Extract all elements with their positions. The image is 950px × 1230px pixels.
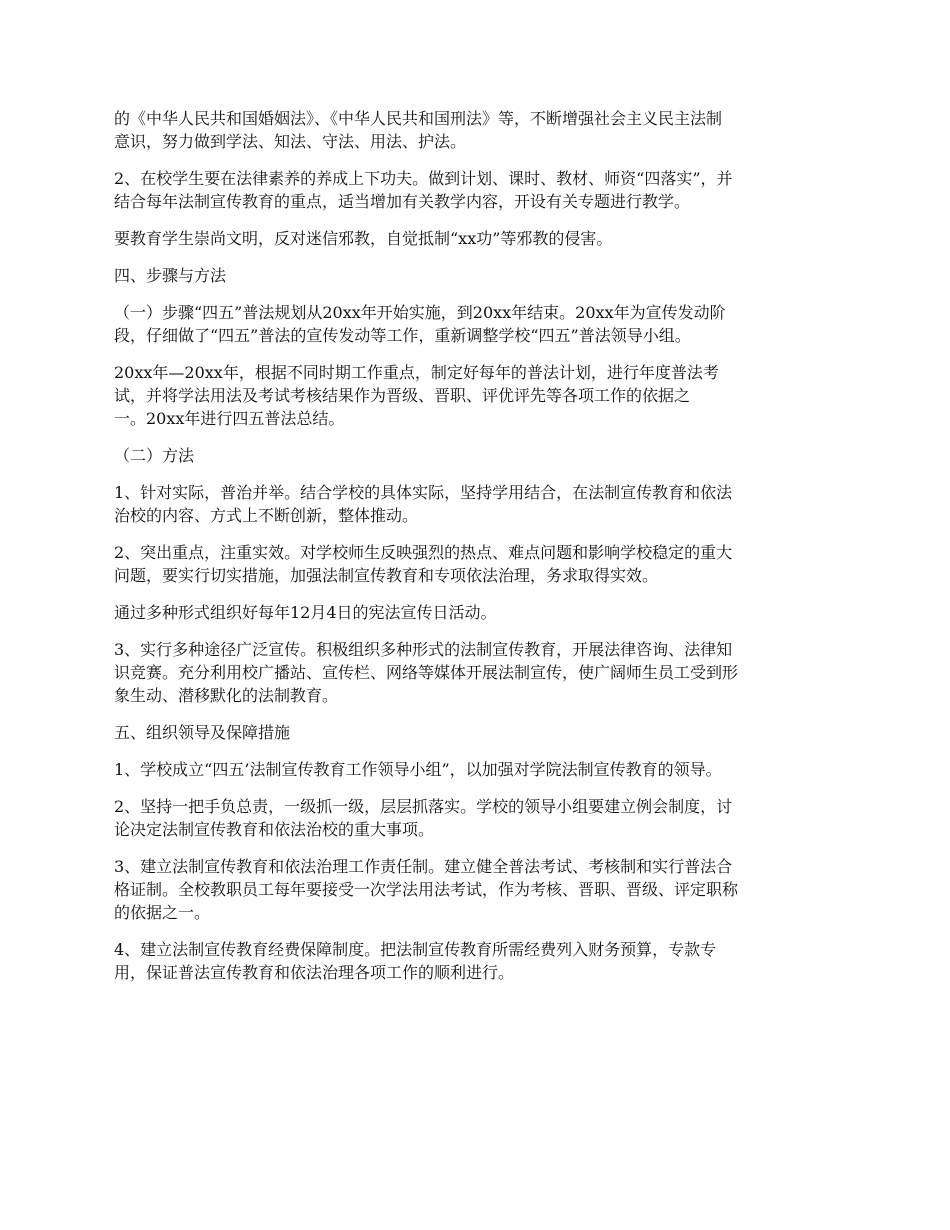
- text-line: 1、学校成立“四五’法制宣传教育工作领导小组”，以加强对学院法制宣传教育的领导。: [114, 760, 722, 779]
- paragraph-8: [114, 481, 840, 527]
- paragraph-2: [114, 167, 840, 213]
- text-line: 4、建立法制宣传教育经费保障制度。把法制宣传教育所需经费列入财务预算，专款专: [114, 940, 717, 959]
- section-heading-organization: [114, 721, 840, 744]
- text-line: 3、建立法制宣传教育和依法治理工作责任制。建立健全普法考试、考核制和实行普法合: [114, 857, 733, 876]
- paragraph-16: [114, 938, 840, 984]
- text-line: 格证制。全校教职员工每年要接受一次学法用法考试，作为考核、晋职、晋级、评定职称: [114, 880, 739, 899]
- text-line: 2、坚持一把手负总责，一级抓一级，层层抓落实。学校的领导小组要建立例会制度，讨: [114, 797, 733, 816]
- text-line: 2、突出重点，注重实效。对学校师生反映强烈的热点、难点问题和影响学校稳定的重大: [114, 543, 733, 562]
- subsection-heading-methods: [114, 444, 840, 467]
- paragraph-1: [114, 107, 840, 153]
- text-line: （一）步骤“四五”普法规划从20xx年开始实施，到20xx年结束。20xx年为宣传发动阶: [114, 303, 726, 322]
- text-line: 意识，努力做到学法、知法、守法、用法、护法。: [114, 132, 467, 151]
- text-line: 识竞赛。充分利用校广播站、宣传栏、网络等媒体开展法制宣传，使广阔师生员工受到形: [114, 663, 739, 682]
- text-line: 治校的内容、方式上不断创新，整体推动。: [114, 506, 419, 525]
- text-line: 试，并将学法用法及考试考核结果作为晋级、晋职、评优评先等各项工作的依据之: [114, 386, 691, 405]
- paragraph-13: [114, 758, 840, 781]
- paragraph-3: [114, 227, 840, 250]
- document-body: [114, 107, 840, 998]
- text-line: 一。20xx年进行四五普法总结。: [114, 409, 345, 428]
- text-line: 论决定法制宣传教育和依法治校的重大事项。: [114, 820, 435, 839]
- text-line: 的《中华人民共和国婚姻法》、《中华人民共和国刑法》等，不断增强社会主义民主法制: [114, 109, 723, 128]
- text-line: 要教育学生崇尚文明，反对迷信邪教，自觉抵制“xx功”等邪教的侵害。: [114, 229, 613, 248]
- text-line: 20xx年—20xx年，根据不同时期工作重点，制定好每年的普法计划，进行年度普法考: [114, 363, 719, 382]
- heading-line: 四、步骤与方法: [114, 266, 227, 285]
- text-line: 用，保证普法宣传教育和依法治理各项工作的顺利进行。: [114, 963, 515, 982]
- text-line: 结合每年法制宣传教育的重点，适当增加有关教学内容，开设有关专题进行教学。: [114, 192, 691, 211]
- paragraph-11: [114, 638, 840, 707]
- text-line: 段，仔细做了“四五”普法的宣传发动等工作，重新调整学校“四五”普法领导小组。: [114, 326, 691, 345]
- text-line: 象生动、潜移默化的法制教育。: [114, 686, 339, 705]
- paragraph-14: [114, 795, 840, 841]
- paragraph-15: [114, 855, 840, 924]
- text-line: 1、针对实际，普治并举。结合学校的具体实际，坚持学用结合，在法制宣传教育和依法: [114, 483, 733, 502]
- text-line: 的依据之一。: [114, 903, 211, 922]
- section-heading-steps: [114, 264, 840, 287]
- paragraph-5: [114, 301, 840, 347]
- paragraph-6: [114, 361, 840, 430]
- paragraph-9: [114, 541, 840, 587]
- heading-line: （二）方法: [114, 446, 195, 465]
- text-line: 3、实行多种途径广泛宣传。积极组织多种形式的法制宣传教育，开展法律咨询、法律知: [114, 640, 733, 659]
- heading-line: 五、组织领导及保障措施: [114, 723, 291, 742]
- paragraph-10: [114, 601, 840, 624]
- text-line: 2、在校学生要在法律素养的养成上下功夫。做到计划、课时、教材、师资“四落实”，并: [114, 169, 733, 188]
- text-line: 通过多种形式组织好每年12月4日的宪法宣传日活动。: [114, 603, 497, 622]
- text-line: 问题，要实行切实措施，加强法制宣传教育和专项依法治理，务求取得实效。: [114, 566, 659, 585]
